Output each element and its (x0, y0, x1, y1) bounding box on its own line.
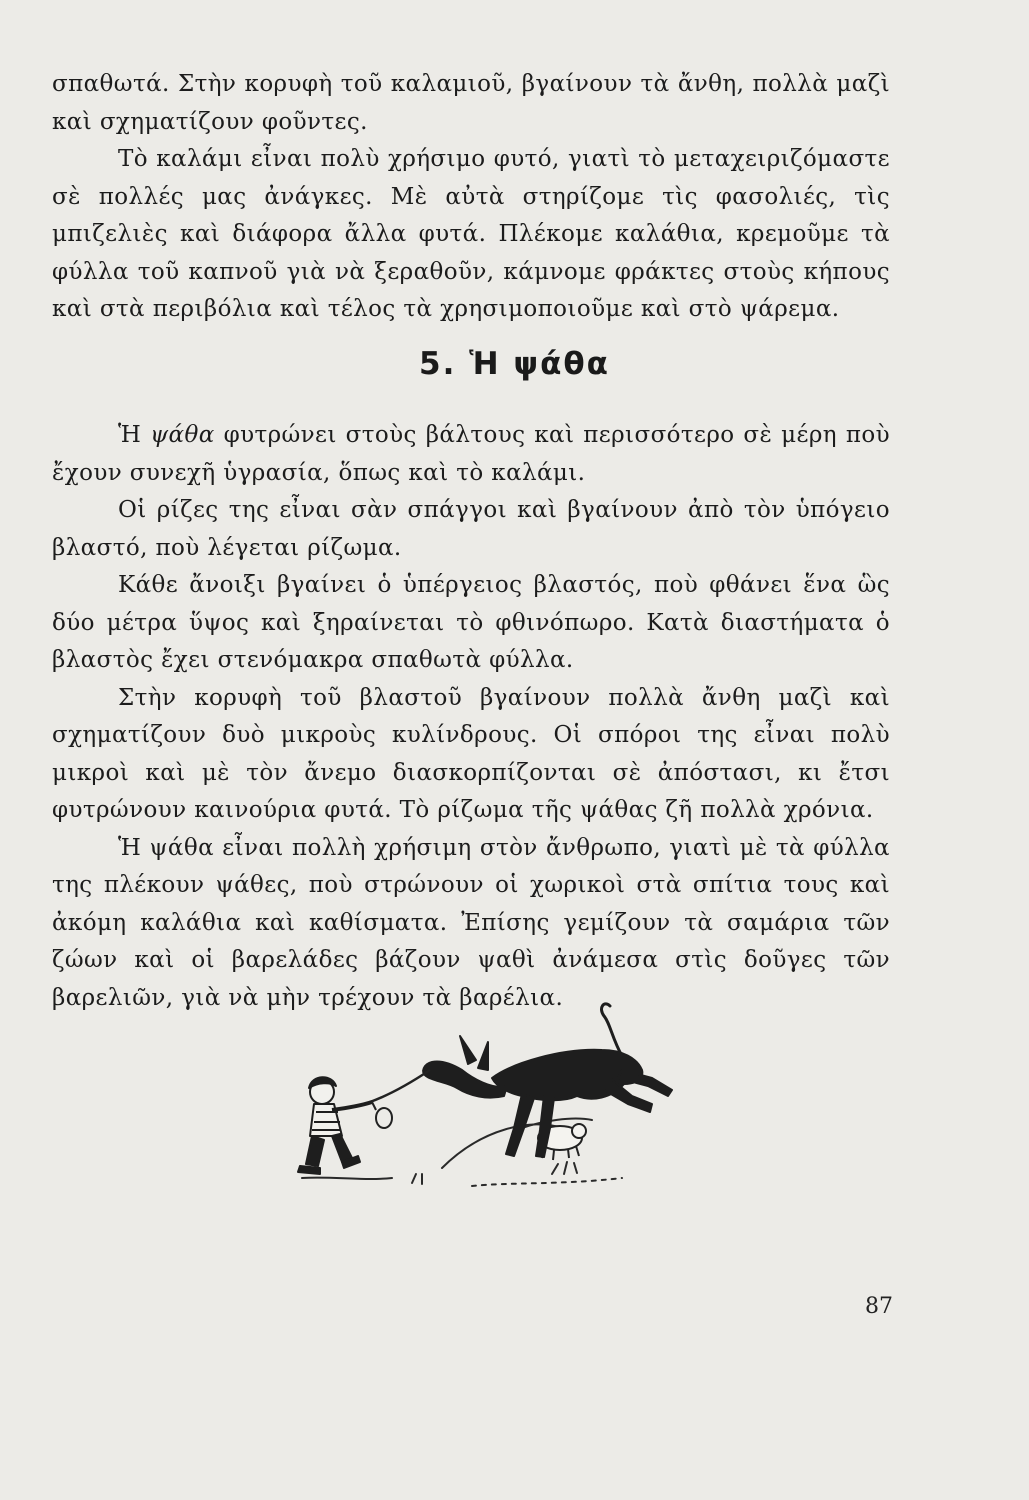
section-heading (0, 346, 1029, 382)
intro-text-block (52, 66, 890, 329)
page-number: 87 (865, 1294, 893, 1319)
section-body (52, 417, 890, 1017)
section-title: Ἡ ψάθα (469, 346, 610, 382)
italic-term: ψάθα (150, 422, 215, 448)
body-paragraph-roots: Οἱ ρίζες της εἶναι σὰν σπάγγοι καὶ βγαίνουν ἀπὸ τὸν ὑπόγειο βλαστό, ποὺ λέγεται ρίζωμα. (52, 497, 890, 561)
reed-uses-paragraph: Τὸ καλάμι εἶναι πολὺ χρήσιμο φυτό, γιατὶ τὸ μεταχειριζόμαστε σὲ πολλές μας ἀνάγκες. Μὲ αὐτὰ στηρίζομε τὶς φασολιές, τὶς μπιζελιὲς καὶ διάφορα ἄλλα φυτά. Πλέκομε καλάθια, κρεμοῦμε τὰ φύλλα τοῦ καπνοῦ γιὰ νὰ ξεραθοῦν, κάμνομε φράκτες στοὺς κήπους καὶ στὰ περιβόλια καὶ τέλος τὰ χρησιμοποιοῦμε καὶ στὸ ψάρεμα. (52, 146, 890, 322)
body-paragraph-habitat-rest: φυτρώνει στοὺς βάλτους καὶ περισσότερο σὲ μέρη ποὺ ἔχουν συνεχῆ ὑγρασία, ὅπως καὶ τὸ καλάμι. (52, 422, 890, 486)
boy-pulling-donkey-illustration (292, 978, 724, 1198)
body-paragraph-habitat (52, 417, 890, 492)
section-number: 5. (419, 346, 457, 382)
body-paragraph-uses: Ἡ ψάθα εἶναι πολλὴ χρήσιμη στὸν ἄνθρωπο, γιατὶ μὲ τὰ φύλλα της πλέκουν ψάθες, ποὺ στρώνουν οἱ χωρικοὶ στὰ σπίτια τους καὶ ἀκόμη καλάθια καὶ καθίσματα. Ἐπίσης γεμίζουν τὰ σαμάρια τῶν ζώων καὶ οἱ βαρελάδες βάζουν ψαθὶ ἀνάμεσα στὶς δοῦγες τῶν βαρελιῶν, γιὰ νὰ μὴν τρέχουν τὰ βαρέλια. (52, 834, 890, 1011)
body-paragraph-stem: Κάθε ἄνοιξι βγαίνει ὁ ὑπέργειος βλαστός, ποὺ φθάνει ἕνα ὣς δύο μέτρα ὕψος καὶ ξηραίνεται τὸ φθινόπωρο. Κατὰ διαστήματα ὁ βλαστὸς ἔχει στενόμακρα σπαθωτὰ φύλλα. (52, 572, 890, 673)
body-paragraph-habitat-start: Ἡ (118, 422, 151, 448)
intro-paragraph: σπαθωτά. Στὴν κορυφὴ τοῦ καλαμιοῦ, βγαίνουν τὰ ἄνθη, πολλὰ μαζὶ καὶ σχηματίζουν φοῦντες. (52, 71, 890, 135)
body-paragraph-flowers: Στὴν κορυφὴ τοῦ βλαστοῦ βγαίνουν πολλὰ ἄνθη μαζὶ καὶ σχηματίζουν δυὸ μικροὺς κυλίνδρους. Οἱ σπόροι της εἶναι πολὺ μικροὶ καὶ μὲ τὸν ἄνεμο διασκορπίζονται σὲ ἀπόστασι, κι ἔτσι φυτρώνουν καινούρια φυτά. Τὸ ρίζωμα τῆς ψάθας ζῆ πολλὰ χρόνια. (52, 684, 890, 823)
